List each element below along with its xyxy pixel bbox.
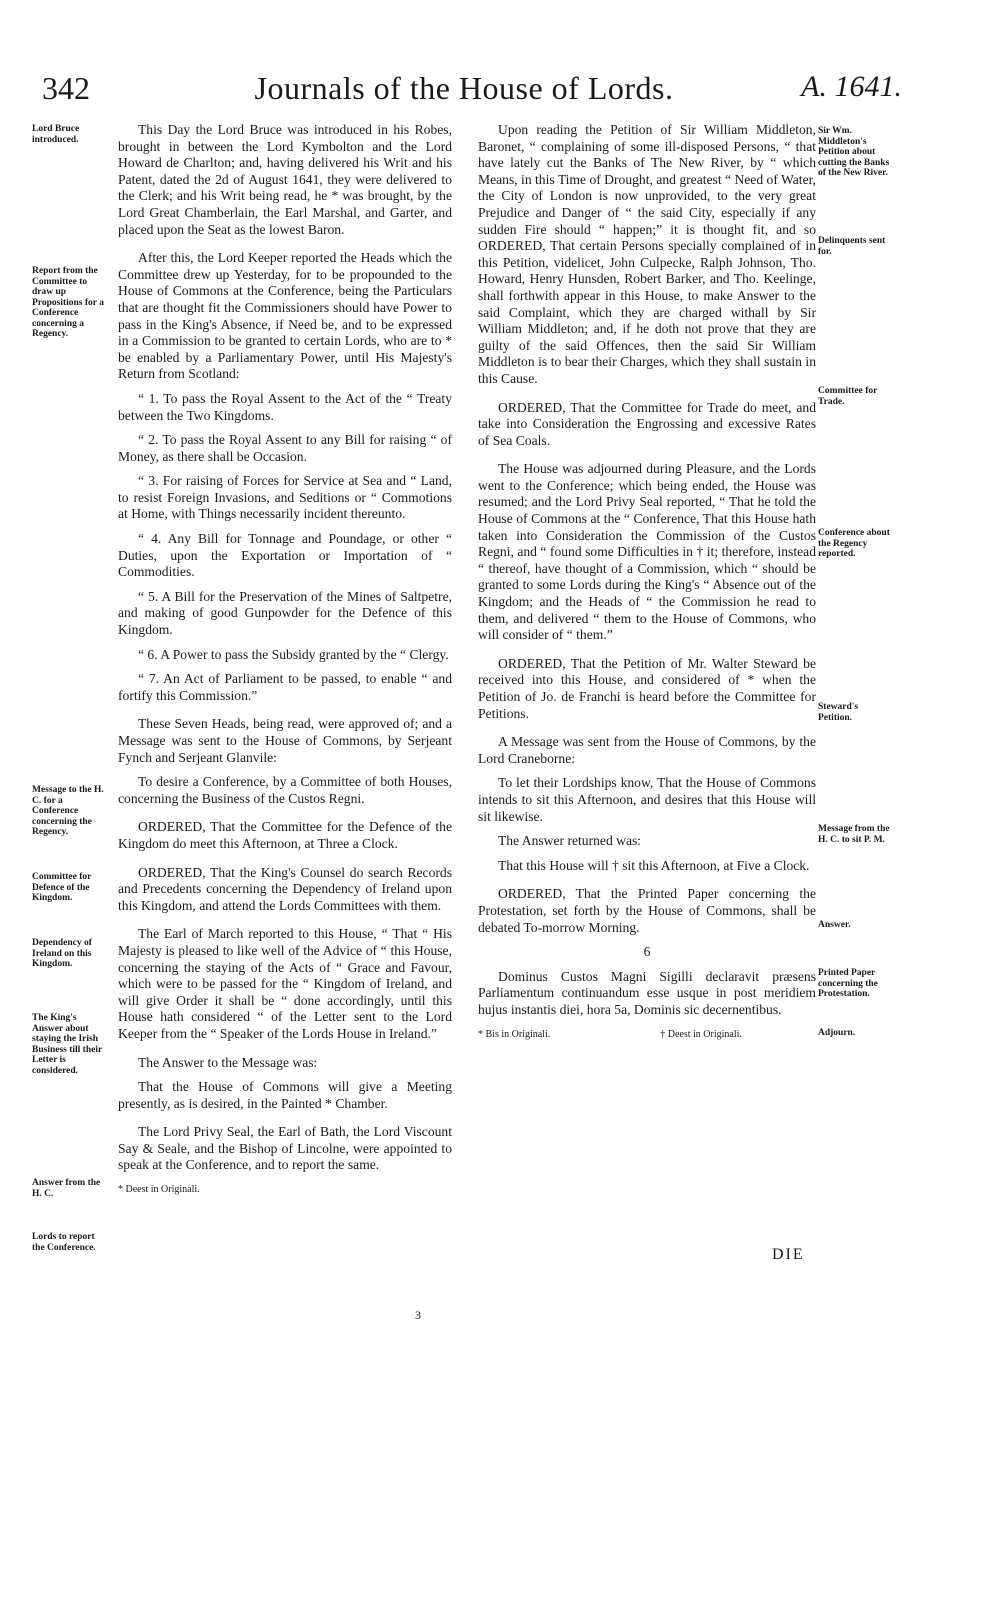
margin-note: Sir Wm. Middleton's Petition about cutting the Banks of the New River.: [818, 126, 890, 178]
margin-note: Steward's Petition.: [818, 702, 859, 723]
margin-note: Lord Bruce introduced.: [32, 124, 80, 145]
paragraph: ORDERED, That the Petition of Mr. Walter Steward be received into this House, and considered of * when the Petition of Jo. de Franchi is heard before the Committee for Petitions.: [478, 655, 816, 721]
head-item: “ 4. Any Bill for Tonnage and Poundage, or other “ Duties, upon the Exportation or Importation of “ Commodities.: [118, 531, 452, 580]
margin-note: Adjourn.: [818, 1028, 856, 1038]
paragraph: This Day the Lord Bruce was introduced in his Robes, brought in between the Lord Kymbolton and the Lord Howard de Charlton; and, having delivered his Writ and his Patent, dated the 2d of August 1641, they were delivered to the Clerk; and his Writ being read, he * was brought, by the Lord Great Chamberlain, the Earl Marshal, and Garter, and placed upon the Seat as the lowest Baron.: [118, 122, 452, 237]
page-number: 342: [42, 70, 90, 106]
paragraph: Dominus Custos Magni Sigilli declaravit præsens Parliamentum continuandum esse usque in post meridiem hujus instantis diei, hora 5a, Dominis sic decernentibus.: [478, 968, 816, 1017]
footnote: * Bis in Originali.: [478, 1028, 551, 1040]
footnote: † Deest in Originali.: [660, 1028, 742, 1040]
paragraph: The House was adjourned during Pleasure, and the Lords went to the Conference; which being ended, the House was resumed; and the Lord Privy Seal reported, “ That he told the House of Commons at the “ Conference, That this House hath taken into Consideration the Commission of the Custos Regni, and “ found some Difficulties in † it; therefore, instead “ thereof, have thought of a Commission, which “ should be granted to some Lords during the King's “ Absence out of the Kingdom; and the Heads of “ the Commission he read to them, and delivered “ them to the House of Commons, who will consider of “ them.”: [478, 461, 816, 643]
paragraph: That this House will † sit this Afternoon, at Five a Clock.: [498, 857, 810, 873]
paragraph: A Message was sent from the House of Commons, by the Lord Craneborne:: [478, 734, 816, 766]
margin-note: Delinquents sent for.: [818, 236, 886, 257]
paragraph: ORDERED, That the Committee for the Defence of the Kingdom do meet this Afternoon, at Three a Clock.: [118, 819, 452, 851]
catchword: DIE: [772, 1246, 805, 1263]
footnotes: [478, 1027, 816, 1044]
paragraph: That the House of Commons will give a Meeting presently, as is desired, in the Painted * Chamber.: [118, 1079, 452, 1111]
paragraph: To let their Lordships know, That the House of Commons intends to sit this Afternoon, and desires that this House will sit likewise.: [478, 775, 816, 824]
page-header: [34, 70, 902, 118]
paragraph: After this, the Lord Keeper reported the Heads which the Committee drew up Yesterday, for to be propounded to the House of Commons at the Conference, being the Particulars that are thought fit the Commissioners should have Power to pass in the King's Absence, if Need be, and to be expressed in a Commission to be granted to certain Lords, who are to * be enabled by a Parliamentary Power, until His Majesty's Return from Scotland:: [118, 250, 452, 382]
head-item: “ 5. A Bill for the Preservation of the Mines of Saltpetre, and making of good Gunpowder for the Defence of this Kingdom.: [118, 588, 452, 638]
margin-note: Message to the H. C. for a Conference concerning the Regency.: [32, 785, 104, 837]
page-title: Journals of the House of Lords.: [254, 70, 674, 106]
paragraph: ORDERED, That the King's Counsel do search Records and Precedents concerning the Dependency of Ireland upon this Kingdom, and attend the Lords Committees with them.: [118, 864, 452, 913]
footnote: * Deest in Originali.: [118, 1184, 200, 1196]
paragraph: Upon reading the Petition of Sir William Middleton, Baronet, “ complaining of some ill-disposed Persons, “ that have lately cut the Banks of The New River, by “ which Means, in this Time of Drought, and greatest “ Need of Water, the City of London is now unprovided, to the very great Prejudice and Danger of “ the said City, especially if any sudden Fire should “ happen;” it is thought fit, and so ORDERED, That certain Persons specially complained of in this Petition, videlicet, John Culpecke, Ralph Johnson, Tho. Howard, Henry Hunsden, Robert Barker, and Tho. Keelinge, shall forthwith appear in this House, to make Answer to the said Complaint, which they are charged withall by Sir William Middleton; and, if he doth not prove that they are guilty of the said Offences, then the said Sir William Middleton is to bear their Charges, which they shall sustain in this Cause.: [478, 122, 816, 386]
marginal-number: 6: [643, 944, 651, 960]
head-item: “ 3. For raising of Forces for Service at Sea and “ Land, to resist Foreign Invasions, and Seditions or “ Commotions at Home, with Things necessarily incident thereunto.: [118, 473, 452, 522]
margin-note: Answer from the H. C.: [32, 1178, 101, 1199]
margin-note: Committee for Defence of the Kingdom.: [32, 872, 92, 903]
margin-note: Report from the Committee to draw up Propositions for a Conference concerning a Regency.: [32, 266, 104, 339]
left-column: [118, 122, 452, 1207]
margin-note: Committee for Trade.: [818, 386, 878, 407]
paragraph: To desire a Conference, by a Committee of both Houses, concerning the Business of the Custos Regni.: [118, 774, 452, 806]
head-item: “ 2. To pass the Royal Assent to any Bill for raising “ of Money, as there shall be Occasion.: [118, 432, 452, 464]
head-item: “ 6. A Power to pass the Subsidy granted by the “ Clergy.: [138, 646, 449, 662]
signature-mark: 3: [415, 1308, 421, 1322]
margin-note: Printed Paper concerning the Protestation.: [818, 968, 878, 999]
margin-note: Lords to report the Conference.: [32, 1232, 96, 1253]
margin-note: The King's Answer about staying the Irish Business till their Letter is considered.: [32, 1013, 103, 1076]
paragraph: ORDERED, That the Printed Paper concerning the Protestation, set forth by the House of Commons, shall be debated To-morrow Morning.: [478, 886, 816, 935]
head-item: “ 7. An Act of Parliament to be passed, to enable “ and fortify this Commission.”: [118, 671, 452, 703]
paragraph: ORDERED, That the Committee for Trade do meet, and take into Consideration the Engrossing and excessive Rates of Sea Coals.: [478, 399, 816, 448]
paragraph: The Answer to the Message was:: [138, 1054, 318, 1070]
paragraph: These Seven Heads, being read, were approved of; and a Message was sent to the House of Commons, by Serjeant Fynch and Serjeant Glanvile:: [118, 716, 452, 765]
margin-note: Conference about the Regency reported.: [818, 528, 890, 559]
margin-note: Answer.: [818, 920, 851, 930]
paragraph: The Answer returned was:: [498, 833, 642, 849]
year-heading: A. 1641.: [801, 70, 902, 103]
paragraph: The Lord Privy Seal, the Earl of Bath, the Lord Viscount Say & Seale, and the Bishop of Lincolne, were appointed to speak at the Conference, and to report the same.: [118, 1124, 452, 1173]
paragraph: The Earl of March reported to this House, “ That “ His Majesty is pleased to like well of the Advice of “ this House, concerning the staying of the Acts of “ Grace and Favour, which were to be passed for the “ Kingdom of Ireland, and will give Order it shall be “ done accordingly, until this House hath considered “ of the Letter sent to the Lord Keeper from the “ Speaker of the Lords House in Ireland.”: [118, 926, 452, 1041]
head-item: “ 1. To pass the Royal Assent to the Act of the “ Treaty between the Two Kingdoms.: [118, 390, 452, 423]
margin-note: Dependency of Ireland on this Kingdom.: [32, 938, 92, 969]
right-column: [478, 122, 816, 1051]
margin-note: Message from the H. C. to sit P. M.: [818, 824, 890, 845]
